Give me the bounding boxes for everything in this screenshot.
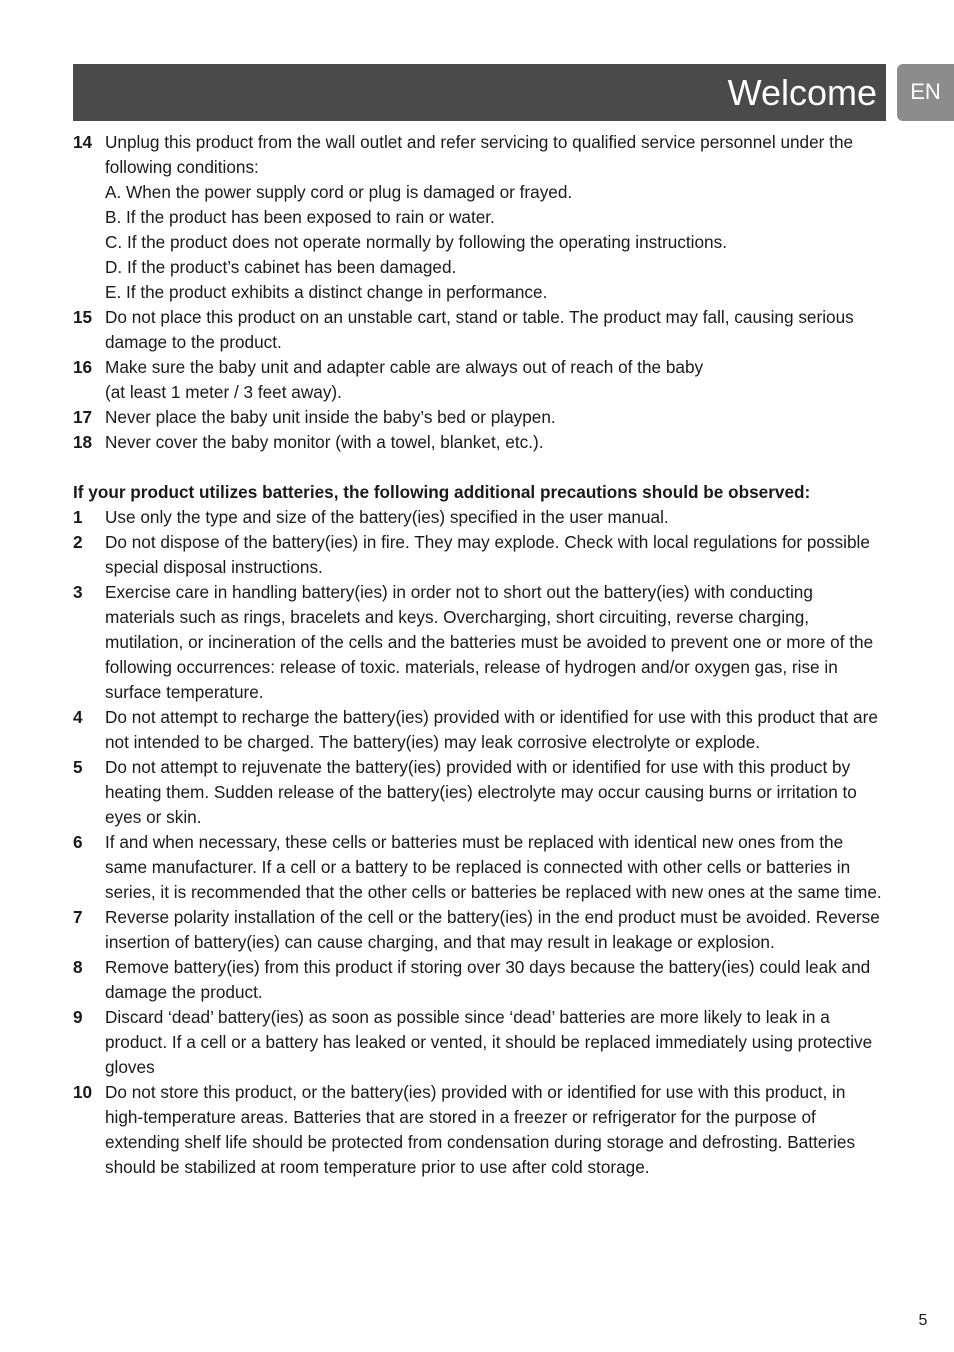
- list-item: [73, 1005, 887, 1080]
- battery-heading: If your product utilizes batteries, the following additional precautions should be observed:: [73, 482, 811, 502]
- list-item: [73, 505, 887, 530]
- sub-item: D. If the product’s cabinet has been damaged.: [105, 257, 457, 277]
- item-number: 1: [73, 507, 83, 527]
- item-text: Do not dispose of the battery(ies) in fire. They may explode. Check with local regulations for possible special disposal instructions.: [105, 532, 870, 577]
- sub-item: (at least 1 meter / 3 feet away).: [105, 382, 342, 402]
- item-number: 9: [73, 1007, 83, 1027]
- item-number: 17: [73, 407, 93, 427]
- page-title: Welcome: [727, 72, 877, 113]
- list-item: [73, 430, 887, 455]
- list-item: [73, 755, 887, 830]
- list-item: [73, 955, 887, 1005]
- item-text: Discard ‘dead’ battery(ies) as soon as possible since ‘dead’ batteries are more likely to leak in a product. If a cell or a battery has leaked or vented, it should be replaced immediately using protective gloves: [105, 1007, 873, 1077]
- item-text: Exercise care in handling battery(ies) in order not to short out the battery(ies) with conducting materials such as rings, bracelets and keys. Overcharging, short circuiting, reverse charging, mutilation, or incineration of the cells and the batteries must be avoided to prevent one or more of the following occurrences: release of toxic. materials, release of hydrogen and/or oxygen gas, rise in surface temperature.: [105, 582, 874, 702]
- item-text: Make sure the baby unit and adapter cable are always out of reach of the baby: [105, 357, 704, 377]
- sub-item: E. If the product exhibits a distinct change in performance.: [105, 282, 548, 302]
- item-text: If and when necessary, these cells or batteries must be replaced with identical new ones from the same manufacturer. If a cell or a battery to be replaced is connected with other cells or batteries in series, it is recommended that the other cells or batteries be replaced with new ones at the same time.: [105, 832, 882, 902]
- list-item: [73, 405, 887, 430]
- item-text: Use only the type and size of the battery(ies) specified in the user manual.: [105, 507, 669, 527]
- list-item: [73, 305, 887, 355]
- item-text: Unplug this product from the wall outlet and refer servicing to qualified service personnel under the following conditions:: [105, 132, 854, 177]
- item-text: Do not attempt to recharge the battery(ies) provided with or identified for use with this product that are not intended to be charged. The battery(ies) may leak corrosive electrolyte or explode.: [105, 707, 878, 752]
- item-text: Never place the baby unit inside the baby’s bed or playpen.: [105, 407, 556, 427]
- list-item: [73, 830, 887, 905]
- item-number: 4: [73, 707, 83, 727]
- header-bar: [73, 64, 886, 121]
- page-number: 5: [918, 1312, 928, 1329]
- list-item: [73, 705, 887, 755]
- list-item: [73, 580, 887, 705]
- item-text: Remove battery(ies) from this product if storing over 30 days because the battery(ies) could leak and damage the product.: [105, 957, 871, 1002]
- sub-item: C. If the product does not operate normally by following the operating instructions.: [105, 232, 727, 252]
- item-number: 5: [73, 757, 83, 777]
- list-item: [73, 355, 887, 405]
- item-text: Do not attempt to rejuvenate the battery(ies) provided with or identified for use with this product by heating them. Sudden release of the battery(ies) electrolyte may occur causing burns or irritation to eyes or skin.: [105, 757, 857, 827]
- item-number: 8: [73, 957, 83, 977]
- item-number: 6: [73, 832, 83, 852]
- document-body: [73, 130, 887, 1180]
- item-text: Reverse polarity installation of the cell or the battery(ies) in the end product must be avoided. Reverse insertion of battery(ies) can cause charging, and that may result in leakage or explosion.: [105, 907, 880, 952]
- item-number: 2: [73, 532, 83, 552]
- sub-item: A. When the power supply cord or plug is damaged or frayed.: [105, 182, 573, 202]
- safety-list: [73, 130, 887, 455]
- language-tab: [897, 64, 954, 121]
- language-label: EN: [910, 79, 941, 104]
- item-text: Do not store this product, or the battery(ies) provided with or identified for use with this product, in high-temperature areas. Batteries that are stored in a freezer or refrigerator for the purpose of extending shelf life should be protected from condensation during storage and defrosting. Batteries should be stabilized at room temperature prior to use after cold storage.: [105, 1082, 856, 1177]
- item-number: 18: [73, 432, 93, 452]
- item-number: 7: [73, 907, 83, 927]
- list-item: [73, 530, 887, 580]
- item-number: 14: [73, 132, 93, 152]
- item-number: 15: [73, 307, 93, 327]
- list-item: [73, 130, 887, 305]
- item-text: Do not place this product on an unstable cart, stand or table. The product may fall, causing serious damage to the product.: [105, 307, 854, 352]
- list-item: [73, 905, 887, 955]
- item-text: Never cover the baby monitor (with a towel, blanket, etc.).: [105, 432, 544, 452]
- item-number: 16: [73, 357, 93, 377]
- sub-item: B. If the product has been exposed to rain or water.: [105, 207, 495, 227]
- item-number: 10: [73, 1082, 93, 1102]
- item-number: 3: [73, 582, 83, 602]
- battery-list: [73, 505, 887, 1180]
- list-item: [73, 1080, 887, 1180]
